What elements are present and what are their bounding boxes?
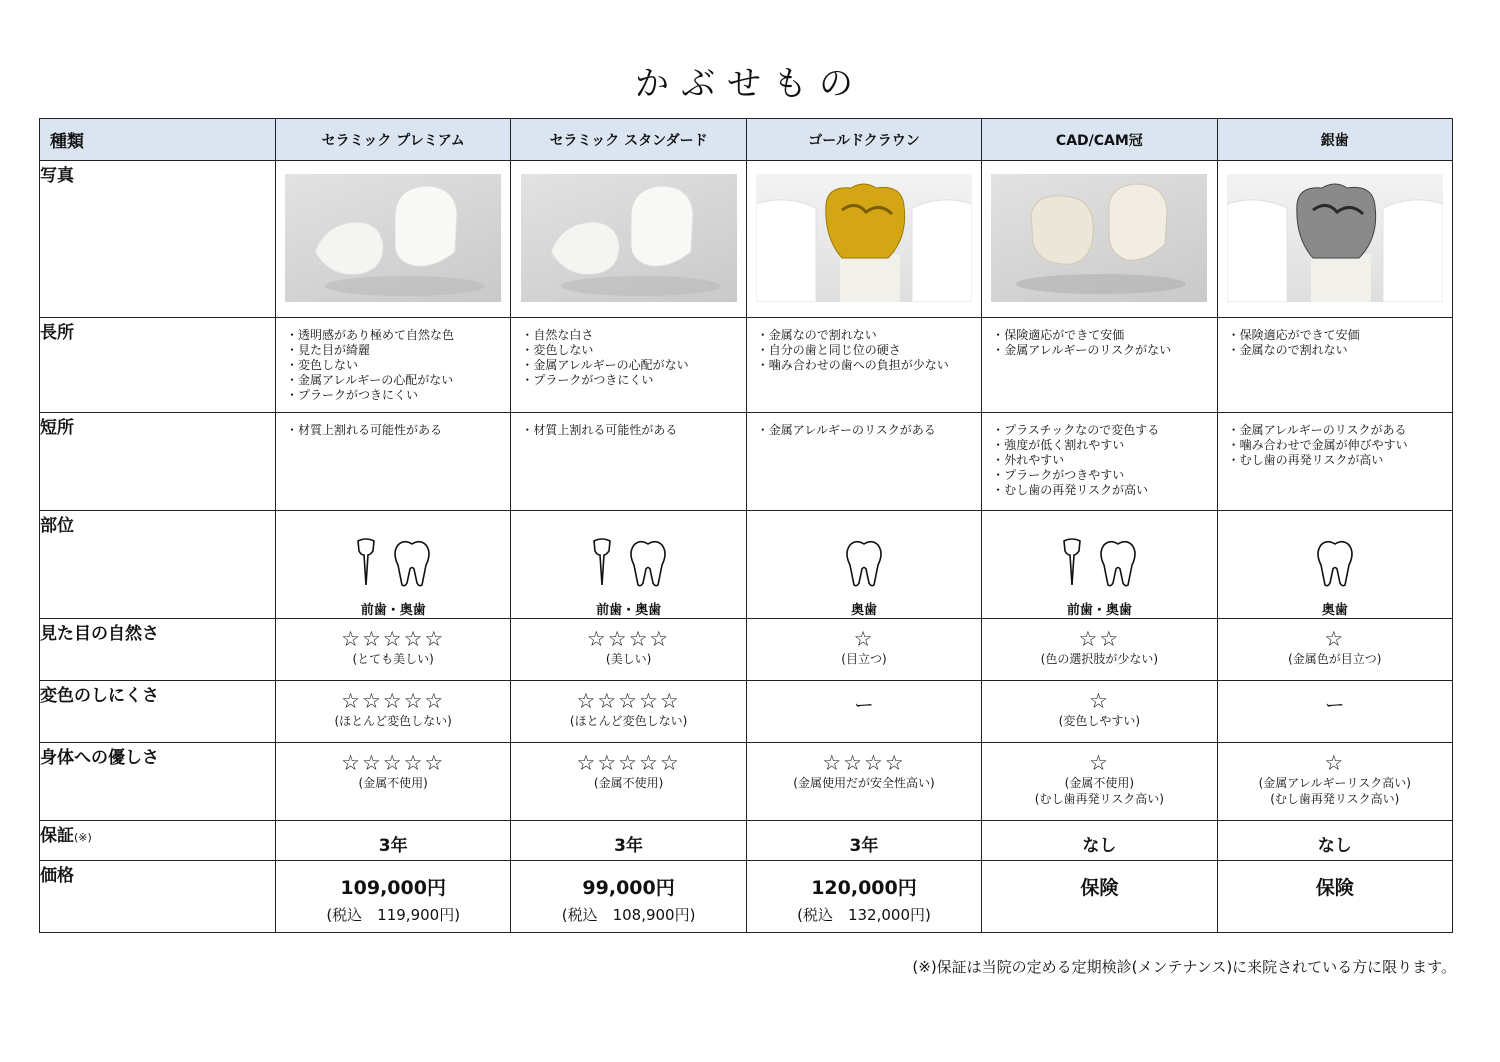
row-label-fade: 変色のしにくさ	[40, 681, 276, 743]
rating-note: (美しい)	[605, 652, 652, 666]
list-item: ・ 強度が低く割れやすい	[992, 438, 1216, 453]
part-row	[40, 511, 1453, 619]
price-tax-included: (税込 132,000円)	[797, 906, 931, 924]
price-row	[40, 861, 1453, 933]
star-rating: ☆	[1088, 689, 1110, 713]
footnote-mark: (※)	[74, 831, 92, 844]
list-item: ・ 保険適応ができて安価	[1228, 328, 1452, 343]
star-rating: ☆	[853, 627, 875, 651]
type-header: 種類	[40, 119, 276, 161]
list-item: ・ 見た目が綺麗	[286, 343, 510, 358]
row-label-price: 価格	[40, 861, 276, 933]
list-item: ・ 自分の歯と同じ位の硬さ	[757, 343, 981, 358]
rating-note: (金属不使用)	[358, 776, 428, 790]
list-item: ・ 金属アレルギーのリスクがある	[757, 423, 981, 438]
front-tooth-icon	[1060, 537, 1084, 591]
list-item: ・ 金属なので割れない	[757, 328, 981, 343]
rating-note: (むし歯再発リスク高い)	[1270, 792, 1400, 806]
cadcam-photo	[991, 174, 1207, 302]
rating-note: (ほとんど変色しない)	[569, 714, 688, 728]
cons-list	[276, 413, 510, 438]
list-item: ・ 金属アレルギーのリスクがない	[992, 343, 1216, 358]
photo-cell	[276, 161, 511, 318]
list-item: ・ むし歯の再発リスクが高い	[992, 483, 1216, 498]
cons-list	[1218, 413, 1452, 468]
list-item: ・ 噛み合わせで金属が伸びやすい	[1228, 438, 1452, 453]
list-item: ・ プラークがつきにくい	[286, 388, 510, 403]
star-rating: ☆☆☆☆☆	[341, 751, 446, 775]
price-value: 保険	[1080, 877, 1119, 899]
price-value: 99,000円	[582, 877, 675, 899]
list-item: ・ プラークがつきにくい	[521, 373, 745, 388]
page-title: かぶせもの	[635, 64, 865, 104]
column-header-ceramic-premium: セラミック プレミアム	[276, 119, 511, 161]
fade-row	[40, 681, 1453, 743]
warranty-value: 3年	[614, 836, 643, 856]
rating-note: (目立つ)	[841, 652, 887, 666]
cons-list	[511, 413, 745, 438]
pros-row	[40, 318, 1453, 413]
molar-icon	[844, 539, 884, 591]
part-label: 奥歯	[850, 603, 877, 618]
column-header-ceramic-standard: セラミック スタンダード	[511, 119, 746, 161]
list-item: ・ 金属アレルギーのリスクがある	[1228, 423, 1452, 438]
star-rating: ☆	[1324, 627, 1346, 651]
cons-list	[982, 413, 1216, 498]
photo-cell	[746, 161, 981, 318]
photo-cell	[1217, 161, 1452, 318]
ceramic-premium-photo	[285, 174, 501, 302]
star-rating: ☆☆☆☆	[822, 751, 906, 775]
front-tooth-icon	[354, 537, 378, 591]
silver-crown-photo	[1227, 174, 1443, 302]
not-applicable-dash: ー	[1324, 693, 1345, 717]
body-care-row	[40, 743, 1453, 821]
pros-list	[1218, 318, 1452, 358]
star-rating: ☆☆☆☆☆	[576, 689, 681, 713]
rating-note: (ほとんど変色しない)	[334, 714, 452, 728]
pros-list	[747, 318, 981, 373]
rating-note: (金属使用だが安全性高い)	[793, 776, 935, 790]
front-tooth-icon	[590, 537, 614, 591]
list-item: ・ 透明感があり極めて自然な色	[286, 328, 510, 343]
part-label: 前歯・奥歯	[1066, 603, 1132, 618]
part-label: 前歯・奥歯	[596, 603, 662, 618]
photo-cell	[511, 161, 746, 318]
list-item: ・ 金属なので割れない	[1228, 343, 1452, 358]
rating-note: (とても美しい)	[352, 652, 434, 666]
list-item: ・ 変色しない	[521, 343, 745, 358]
star-rating: ☆☆☆☆☆	[576, 751, 681, 775]
rating-note: (金属不使用)	[1064, 776, 1135, 790]
list-item: ・ プラスチックなので変色する	[992, 423, 1216, 438]
pros-list	[276, 318, 510, 403]
footnote: (※)保証は当院の定める定期検診(メンテナンス)に来院されている方に限ります。	[912, 958, 1456, 976]
row-label-warranty: 保証(※)	[40, 821, 276, 861]
star-rating: ☆☆☆☆☆	[341, 689, 446, 713]
list-item: ・ 金属アレルギーの心配がない	[286, 373, 510, 388]
row-label-photo: 写真	[40, 161, 276, 318]
cons-list	[747, 413, 981, 438]
molar-icon	[1315, 539, 1355, 591]
row-label-body-care: 身体への優しさ	[40, 743, 276, 821]
star-rating: ☆☆	[1078, 627, 1121, 651]
photo-cell	[982, 161, 1217, 318]
part-label: 前歯・奥歯	[360, 603, 426, 618]
star-rating: ☆	[1324, 751, 1346, 775]
row-label-cons: 短所	[40, 413, 276, 511]
list-item: ・ 材質上割れる可能性がある	[286, 423, 510, 438]
list-item: ・ 材質上割れる可能性がある	[521, 423, 745, 438]
row-label-look: 見た目の自然さ	[40, 619, 276, 681]
molar-icon	[392, 539, 432, 591]
look-row	[40, 619, 1453, 681]
column-header-gold-crown: ゴールドクラウン	[746, 119, 981, 161]
list-item: ・ 変色しない	[286, 358, 510, 373]
star-rating: ☆	[1088, 751, 1110, 775]
price-value: 120,000円	[811, 877, 917, 899]
gold-crown-photo	[756, 174, 972, 302]
rating-note: (色の選択肢が少ない)	[1040, 652, 1159, 666]
warranty-row	[40, 821, 1453, 861]
rating-note: (金属アレルギーリスク高い)	[1258, 776, 1411, 790]
price-value: 109,000円	[340, 877, 446, 899]
price-value: 保険	[1315, 877, 1354, 899]
not-applicable-dash: ー	[853, 693, 874, 717]
row-label-pros: 長所	[40, 318, 276, 413]
molar-icon	[1098, 539, 1138, 591]
comparison-table	[39, 118, 1453, 933]
list-item: ・ 外れやすい	[992, 453, 1216, 468]
ceramic-standard-photo	[521, 174, 737, 302]
list-item: ・ 噛み合わせの歯への負担が少ない	[757, 358, 981, 373]
list-item: ・ むし歯の再発リスクが高い	[1228, 453, 1452, 468]
column-header-silver: 銀歯	[1217, 119, 1452, 161]
column-header-cadcam: CAD/CAM冠	[982, 119, 1217, 161]
warranty-value: 3年	[378, 836, 408, 856]
molar-icon	[628, 539, 668, 591]
rating-note: (変色しやすい)	[1058, 714, 1141, 728]
price-tax-included: (税込 119,900円)	[326, 906, 461, 924]
list-item: ・ 自然な白さ	[521, 328, 745, 343]
rating-note: (金属不使用)	[593, 776, 664, 790]
rating-note: (むし歯再発リスク高い)	[1034, 792, 1164, 806]
part-label: 奥歯	[1321, 603, 1348, 618]
rating-note: (金属色が目立つ)	[1288, 652, 1382, 666]
warranty-value: なし	[1082, 836, 1117, 856]
cons-row	[40, 413, 1453, 511]
pros-list	[982, 318, 1216, 358]
star-rating: ☆☆☆☆☆	[341, 627, 446, 651]
warranty-value: なし	[1317, 836, 1352, 856]
header-row	[40, 119, 1453, 161]
list-item: ・ 保険適応ができて安価	[992, 328, 1216, 343]
row-label-part: 部位	[40, 511, 276, 619]
list-item: ・ 金属アレルギーの心配がない	[521, 358, 745, 373]
photo-row	[40, 161, 1453, 318]
star-rating: ☆☆☆☆	[586, 627, 671, 651]
price-tax-included: (税込 108,900円)	[561, 906, 696, 924]
warranty-value: 3年	[849, 836, 879, 856]
pros-list	[511, 318, 745, 388]
list-item: ・ プラークがつきやすい	[992, 468, 1216, 483]
